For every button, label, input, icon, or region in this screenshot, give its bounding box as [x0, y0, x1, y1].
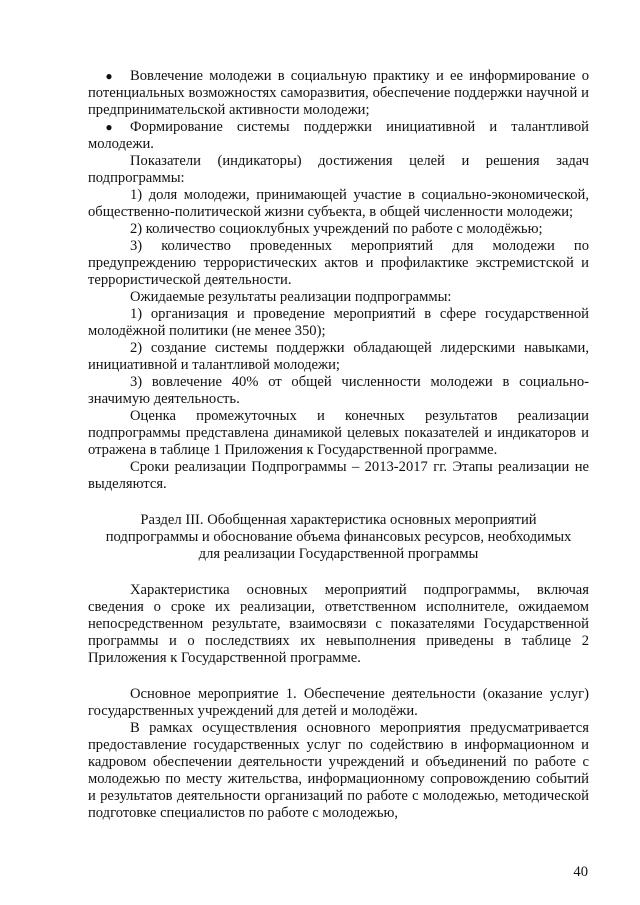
characteristics-paragraph: Характеристика основных мероприятий подпрограммы, включая сведения о сроке их реализации, ответственном исполнителе, ожидаемом непосредственном результате, взаимосвязи с показателями Государственной программы и о последствиях их невыполнения приведены в таблице 2 Приложения к Государственной программе.: [88, 582, 589, 666]
indicators-intro: Показатели (индикаторы) достижения целей и решения задач подпрограммы:: [88, 153, 589, 186]
results-intro: Ожидаемые результаты реализации подпрограммы:: [130, 289, 452, 305]
section-heading-line: подпрограммы и обоснование объема финансовых ресурсов, необходимых: [105, 529, 572, 545]
assessment-paragraph: Оценка промежуточных и конечных результатов реализации подпрограммы представлена динамикой целевых показателей и индикаторов и отражена в таблице 1 Приложения к Государственной программе.: [88, 408, 589, 458]
main-measure-text: В рамках осуществления основного мероприятия предусматривается предоставление государственных услуг по содействию в информационном и кадровом обеспечении деятельности учреждений и объединений по работе с молодежью по месту жительства, информационному сопровождению событий и результатов деятельности организаций по работе с молодежью, методической подготовке специалистов по работе с молодежью,: [88, 720, 589, 821]
section-heading: [88, 512, 589, 563]
result-item: 3) вовлечение 40% от общей численности молодежи в социально-значимую деятельность.: [88, 374, 589, 407]
indicator-item: 3) количество проведенных мероприятий для молодежи по предупреждению террористических актов и профилактике экстремистской и террористической деятельности.: [88, 238, 589, 288]
bullet-icon: ●: [105, 120, 113, 134]
document-page: [88, 68, 589, 822]
section-heading-line: Раздел III. Обобщенная характеристика основных мероприятий: [140, 512, 537, 528]
bullet-text: Формирование системы поддержки инициативной и талантливой молодежи.: [88, 119, 589, 152]
main-measure-title: Основное мероприятие 1. Обеспечение деятельности (оказание услуг) государственных учреждений для детей и молодёжи.: [88, 686, 589, 719]
bullet-text: Вовлечение молодежи в социальную практику и ее информирование о потенциальных возможностях саморазвития, обеспечение поддержки научной и предпринимательской активности молодежи;: [88, 68, 589, 118]
bullet-item: [88, 68, 589, 119]
indicator-item: 2) количество социоклубных учреждений по работе с молодёжью;: [130, 221, 543, 237]
terms-paragraph: Сроки реализации Подпрограммы – 2013-2017 гг. Этапы реализации не выделяются.: [88, 459, 589, 492]
result-item: 2) создание системы поддержки обладающей лидерскими навыками, инициативной и талантливой молодежи;: [88, 340, 589, 373]
bullet-item: [88, 119, 589, 153]
indicator-item: 1) доля молодежи, принимающей участие в социально-экономической, общественно-политической жизни субъекта, в общей численности молодежи;: [88, 187, 589, 220]
section-heading-line: для реализации Государственной программы: [198, 546, 479, 562]
page-number: 40: [573, 864, 588, 880]
bullet-icon: ●: [105, 69, 113, 83]
result-item: 1) организация и проведение мероприятий в сфере государственной молодёжной политики (не менее 350);: [88, 306, 589, 339]
